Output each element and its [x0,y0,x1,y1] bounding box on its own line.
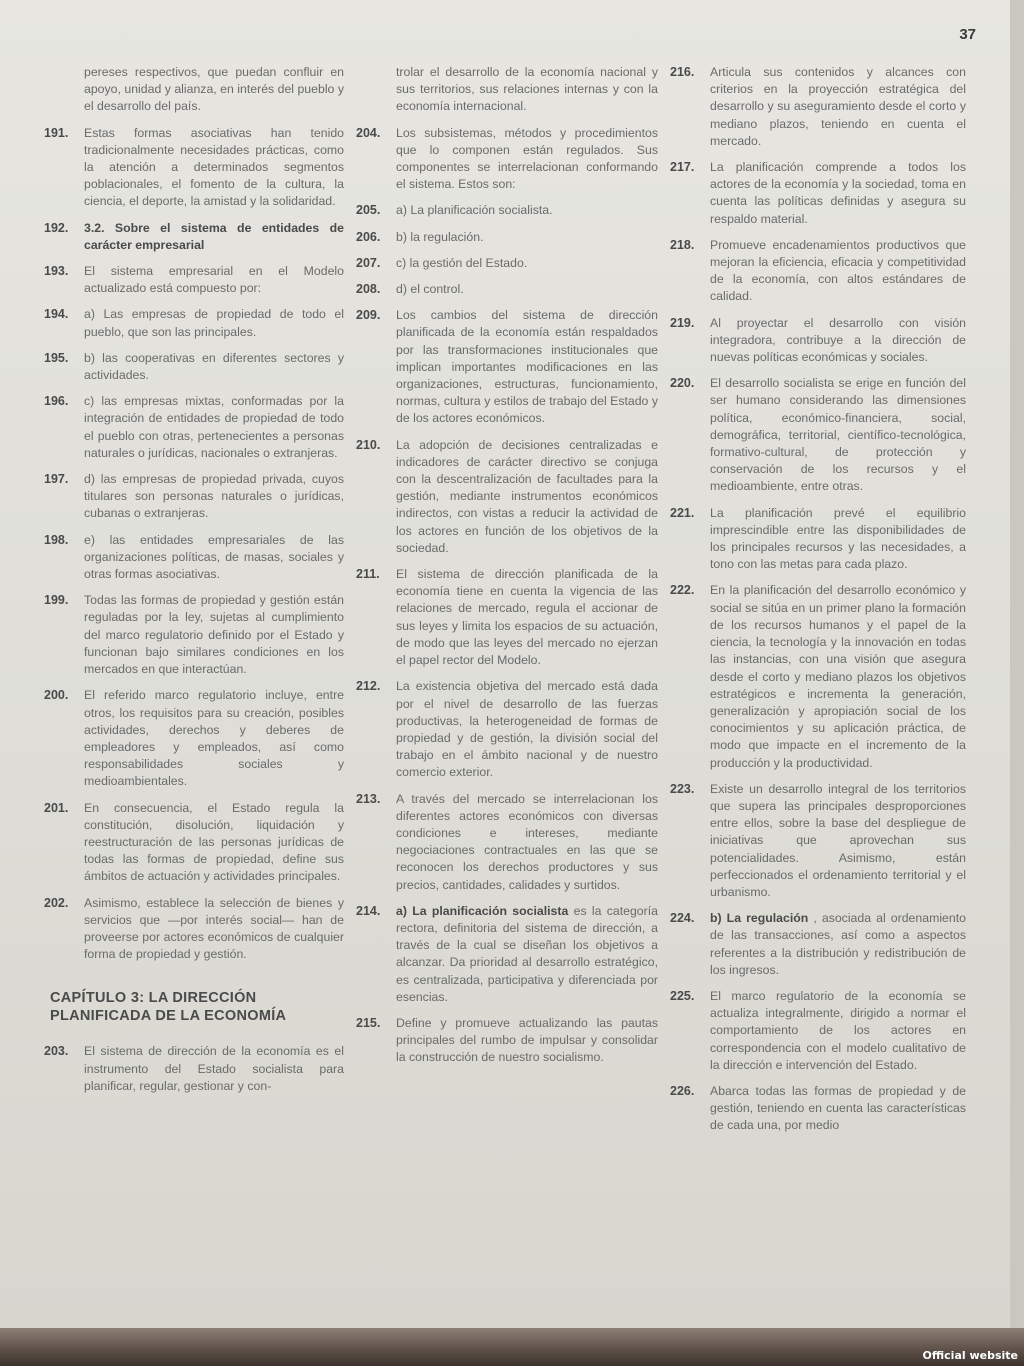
paragraph [356,566,658,669]
paragraph [670,64,966,150]
paragraph-number: 208. [356,282,381,297]
paragraph-number: 219. [670,315,695,330]
paragraph [670,375,966,495]
paragraph-number: 207. [356,255,381,270]
paragraph [44,895,344,964]
watermark: Official website [922,1349,1018,1362]
paragraph [44,350,344,384]
paragraph-number: 216. [670,65,695,79]
paragraph-text: Los subsistemas, métodos y procedimientos que lo componen están regulados. Sus componentes se interrelacionan conformando el sistema. Estos son: [396,125,658,192]
paragraph-list [44,125,344,964]
paragraph [44,592,344,678]
paragraph [356,903,658,1006]
paragraph-text: Todas las formas de propiedad y gestión están reguladas por la ley, sujetas al cumplimiento del marco regulatorio definido por el Estado y funcionan bajo similares condiciones en los mercados en que interactúan. [84,593,344,677]
paragraph-text: Los cambios del sistema de dirección planificada de la economía están respaldados por las transformaciones institucionales que implican importantes modificaciones en las organizaciones, estructuras, funcionamiento, normas, cultura y estilos de trabajo del Estado y de los actores económicos. [396,308,658,426]
column-left [44,64,344,1104]
paragraph-number: 196. [44,394,69,409]
paragraph-number: 210. [356,437,381,452]
paragraph-number: 198. [44,532,69,547]
paragraph-number: 199. [44,593,69,608]
paragraph-text: El sistema de dirección planificada de la economía tiene en cuenta la vigencia de las relaciones de mercado, regula el accionar de sus leyes y limita los espacios de su actuación, de modo que las leyes del mercado no ejerzan el papel rector del Modelo. [396,567,658,668]
paragraph-text: c) las empresas mixtas, conformadas por la integración de entidades de propiedad de todo el pueblo con otras, pertenecientes a personas naturales o jurídicas, nacionales o extranjeras. [84,394,344,460]
paragraph-number: 217. [670,160,695,175]
paragraph-text: En consecuencia, el Estado regula la constitución, disolución, liquidación y reestructuración de las personas jurídicas de todas las formas de propiedad, define sus ámbitos de actuación y actividades principales. [84,800,344,884]
paragraph-text: Define y promueve actualizando las pautas principales del rumbo de impulsar y consolidar la construcción de nuestro socialismo. [396,1015,658,1065]
paragraph [356,202,658,219]
paragraph [356,281,658,298]
paragraph-number: 204. [356,125,381,140]
paragraph-continuation [356,64,658,116]
paragraph [356,229,658,246]
paragraph [44,471,344,523]
paragraph-heading: 3.2. Sobre el sistema de entidades de carácter empresarial [84,220,344,252]
paragraph-number: 222. [670,583,695,598]
paragraph-text: b) las cooperativas en diferentes sectores y actividades. [84,350,344,383]
paragraph-number: 192. [44,220,69,235]
paragraph-text: d) el control. [396,282,464,297]
paragraph [356,307,658,427]
paragraph-text: b) la regulación. [396,229,484,244]
column-right [670,64,966,1144]
paragraph [44,306,344,340]
paragraph [356,1015,658,1067]
paragraph-number: 209. [356,308,381,323]
paragraph-number: 197. [44,472,69,487]
paragraph-text: trolar el desarrollo de la economía nacional y sus territorios, sus relaciones internas y con la economía internacional. [396,65,658,114]
paragraph-number: 223. [670,781,695,796]
paragraph-number: 203. [44,1044,69,1059]
paragraph-number: 215. [356,1015,381,1030]
paragraph-number: 212. [356,679,381,694]
paragraph-number: 214. [356,903,381,918]
paragraph-text: Articula sus contenidos y alcances con criterios en la proyección estratégica del desarrollo y su aseguramiento desde el corto y mediano plazos, teniendo en cuenta el mercado. [710,65,966,148]
page-bottom-edge [0,1328,1024,1366]
paragraph-number: 221. [670,505,695,520]
paragraph [670,315,966,367]
paragraph-number: 200. [44,688,69,703]
paragraph-text: c) la gestión del Estado. [396,255,528,270]
paragraph-text: e) las entidades empresariales de las organizaciones políticas, de masas, sociales y otras formas asociativas. [84,532,344,582]
paragraph-text: Abarca todas las formas de propiedad y de gestión, teniendo en cuenta las características de cada una, por medio [710,1083,966,1133]
paragraph-text: El sistema de dirección de la economía es el instrumento del Estado socialista para planificar, regular, gestionar y con- [84,1044,344,1093]
paragraph [670,988,966,1074]
paragraph-number: 224. [670,911,695,926]
paragraph [356,255,658,272]
paragraph [670,781,966,901]
paragraph-text: Asimismo, establece la selección de bienes y servicios que —por interés social— han de proveerse por actores económicos de cualquier forma de propiedad y gestión. [84,895,344,962]
paragraph [44,532,344,584]
paragraph-text [84,220,344,254]
paragraph-number: 191. [44,125,69,140]
paragraph [356,791,658,894]
paragraph-number: 213. [356,791,381,806]
paragraph [356,437,658,557]
paragraph [44,1043,344,1095]
paragraph-number: 206. [356,229,381,244]
paragraph [44,687,344,790]
paragraph-number: 220. [670,376,695,391]
paragraph-text: Al proyectar el desarrollo con visión integradora, contribuye a la dirección de nuevas políticas económicas y sociales. [710,315,966,365]
paragraph-number: 193. [44,264,69,279]
chapter-title: CAPÍTULO 3: LA DIRECCIÓN PLANIFICADA DE LA ECONOMÍA [50,990,287,1025]
paragraph-text: d) las empresas de propiedad privada, cuyos titulares son personas naturales o jurídicas, cubanas o extranjeras. [84,472,344,521]
paragraph [44,220,344,254]
paragraph-number: 225. [670,988,695,1003]
paragraph [44,125,344,211]
paragraph-heading: a) La planificación socialista [396,903,569,918]
paragraph-number: 205. [356,203,381,218]
paragraph-text: Existe un desarrollo integral de los territorios que supera las principales desproporciones entre ellos, sobre la base del despliegue de iniciativas que aprovechan sus potencialidades. Asimismo, están perfeccionados el ordenamiento territorial y el urbanismo. [710,781,966,899]
paragraph-number: 218. [670,237,695,252]
paragraph-list [670,64,966,1135]
paragraph-text: En la planificación del desarrollo económico y social se sitúa en un primer plano la formación de los recursos humanos y el papel de la ciencia, la tecnología y la innovación en todas las instancias, con una visión que asegura desde el corto y mediano plazos los objetivos estratégicos e incrementa la generación, generalización y apropiación social de los conocimientos y su aplicación práctica, de modo que impacte en el incremento de la producción y la productividad. [710,583,966,770]
paragraph-text: a) Las empresas de propiedad de todo el pueblo, que son las principales. [84,307,344,339]
paragraph [670,159,966,228]
paragraph-text: La existencia objetiva del mercado está dada por el nivel de desarrollo de las fuerzas productivas, la heterogeneidad de formas de propiedad y de gestión, la división social del trabajo en el ámbito nacional y de nuestro comercio exterior. [396,679,658,780]
paragraph-text: El referido marco regulatorio incluye, entre otros, los requisitos para su creación, posibles actividades, derechos y deberes de empleadores y empleados, así como responsabilidades sociales y medioambientales. [84,688,344,789]
paragraph-number: 226. [670,1083,695,1098]
paragraph-text: pereses respectivos, que puedan confluir en apoyo, unidad y alianza, en interés del pueblo y el desarrollo del país. [84,65,344,114]
paragraph-text: La planificación comprende a todos los actores de la economía y la sociedad, toma en cuenta las políticas definidas y asegura su respaldo material. [710,160,966,226]
paragraph-text [710,910,966,979]
paragraph-list [356,125,658,1067]
paragraph-text: El desarrollo socialista se erige en función del ser humano considerando las dimensiones política, económico-financiera, social, demográfica, territorial, científico-tecnológica, formativo-cultural, de protección y conservación de los recursos y el medioambiente, entre otras. [710,376,966,494]
paragraph-continuation [44,64,344,116]
paragraph [356,678,658,781]
paragraph [670,505,966,574]
paragraph-number: 202. [44,895,69,910]
paragraph [356,125,658,194]
paragraph-text: La adopción de decisiones centralizadas e indicadores de carácter directivo se conjuga con la descentralización de facultades para la gestión, mediante instrumentos económicos indirectos, con vistas a reducir la actividad de los actores en función de los objetivos de la sociedad. [396,437,658,555]
paragraph-text: El marco regulatorio de la economía se actualiza integralmente, dirigido a normar el comportamiento de los actores en correspondencia con el modelo cualitativo de la dirección e intervención del Estado. [710,988,966,1072]
paragraph [670,1083,966,1135]
paragraph [670,582,966,771]
paragraph-number: 195. [44,350,69,365]
paragraph-text: A través del mercado se interrelacionan los diferentes actores económicos con diversas condiciones e intereses, mediante negociaciones contractuales en las que se reconocen los derechos productores y sus precios, cantidades, calidades y surtidos. [396,791,658,892]
paragraph-text: El sistema empresarial en el Modelo actualizado está compuesto por: [84,264,344,296]
paragraph-text [396,903,658,1006]
paragraph-number: 194. [44,307,69,322]
paragraph-body: es la categoría rectora, definitoria del sistema de dirección, a través de la cual se diseñan los objetivos a alcanzar. Da prioridad al desarrollo estratégico, es centralizada, participativa y diferenciada por esencias. [396,903,658,1004]
paragraph-heading: b) La regulación [710,911,809,926]
paragraph-number: 211. [356,567,380,582]
paragraph-text: Promueve encadenamientos productivos que mejoran la eficiencia, eficacia y competitividad de la economía, con altos estándares de calidad. [710,237,966,304]
paragraph-number: 201. [44,800,69,815]
paragraph-text: a) La planificación socialista. [396,203,553,218]
paragraph [44,800,344,886]
paragraph [44,393,344,462]
paragraph-body: , asociada al ordenamiento de las transacciones, así como a aspectos referentes a la distribución y redistribución de los ingresos. [710,911,966,977]
paragraph [44,263,344,297]
page-number: 37 [959,26,976,43]
paragraph-text: La planificación prevé el equilibrio imprescindible entre las disponibilidades de los principales recursos y las necesidades, a tono con las metas para cada plazo. [710,505,966,572]
paragraph [670,910,966,979]
paragraph [670,237,966,306]
paragraph-text: Estas formas asociativas han tenido tradicionalmente necesidades prácticas, como la atención a determinados segmentos poblacionales, el fomento de la cultura, la ciencia, el deporte, la amistad y la solidaridad. [84,125,344,209]
column-middle [356,64,658,1076]
